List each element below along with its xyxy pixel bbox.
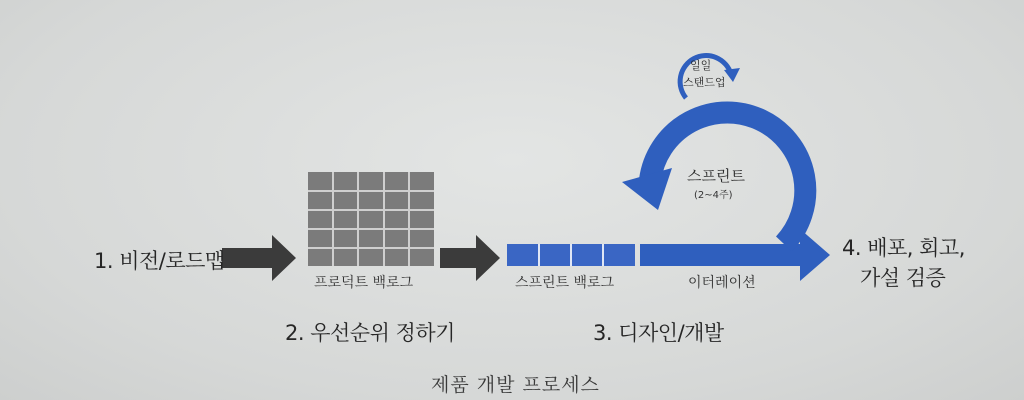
arrow-vision-to-backlog [222,235,296,281]
deploy-label-line2: 가설 검증 [860,266,946,290]
diagram-caption: 제품 개발 프로세스 [431,374,600,396]
arrow-backlog-to-sprint [440,235,500,281]
sprint-duration-label: (2~4주) [694,190,733,201]
design-dev-label: 3. 디자인/개발 [593,321,724,345]
sprint-backlog-label: 스프린트 백로그 [515,275,615,291]
product-backlog-label: 프로덕트 백로그 [314,275,414,291]
vision-label: 1. 비전/로드맵 [94,249,225,273]
deploy-label-line1: 4. 배포, 회고, [842,236,965,260]
product-backlog-grid [308,172,434,266]
sprint-label: 스프린트 [687,167,745,185]
iteration-label: 이터레이션 [688,275,756,291]
sprint-backlog-boxes [507,244,635,266]
daily-label-line2: 스탠드업 [683,76,726,89]
daily-label-line1: 일일 [690,59,712,72]
prioritize-label: 2. 우선순위 정하기 [285,321,455,345]
